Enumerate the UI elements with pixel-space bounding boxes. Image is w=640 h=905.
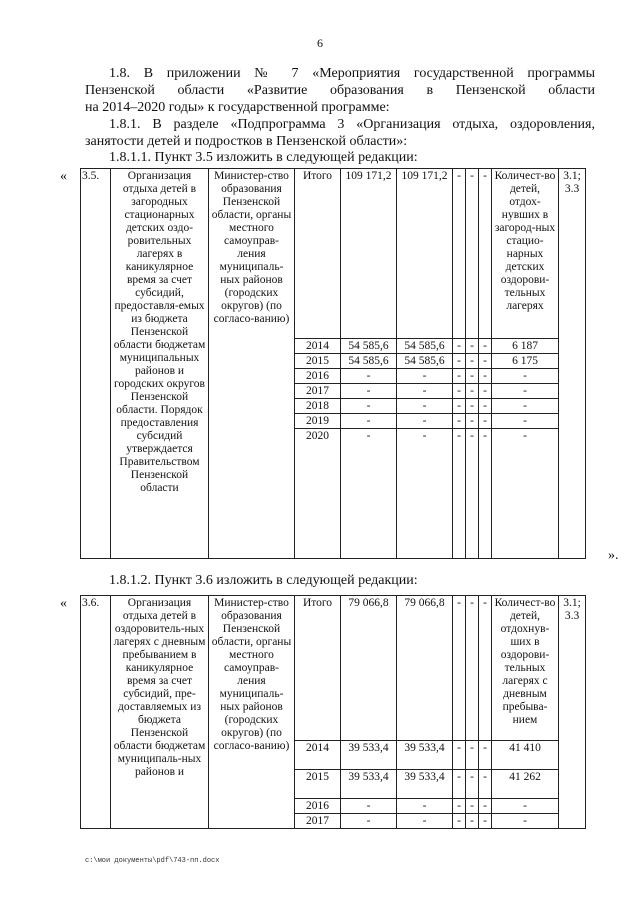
executor: Министер-ство образования Пензенской области, органы местного самоуправ-ления муниципаль-ных районов (городских округов) (по согласо-ванию)	[209, 596, 295, 829]
measures-table-3-6	[80, 595, 586, 829]
year-cell: 2017	[295, 814, 341, 829]
dash-cell: -	[466, 429, 479, 559]
year-cell: 2016	[295, 799, 341, 814]
dash-cell: -	[453, 339, 466, 354]
page-number: 6	[317, 36, 323, 50]
dash-cell: -	[466, 799, 479, 814]
indicator-value: 41 262	[492, 770, 559, 799]
total-cell: -	[341, 429, 397, 559]
total-cell: 39 533,4	[341, 770, 397, 799]
regional-cell: 79 066,8	[397, 596, 453, 741]
indicator-value: -	[492, 414, 559, 429]
indicator-value: -	[492, 814, 559, 829]
point-3-6-heading: 1.8.1.2. Пункт 3.6 изложить в следующей редакции:	[109, 573, 418, 588]
dash-cell: -	[466, 169, 479, 339]
dash-cell: -	[479, 799, 492, 814]
year-cell: 2018	[295, 399, 341, 414]
total-cell: -	[341, 384, 397, 399]
dash-cell: -	[453, 814, 466, 829]
dash-cell: -	[453, 399, 466, 414]
year-cell: 2016	[295, 369, 341, 384]
total-cell: -	[341, 799, 397, 814]
executor: Министер-ство образования Пензенской области, органы местного самоуправ-ления муниципаль-ных районов (городских округов) (по согласо-ванию)	[209, 169, 295, 559]
intro-line-1: 1.8. В приложении № 7 «Мероприятия государственной программы	[109, 66, 595, 81]
dash-cell: -	[466, 354, 479, 369]
total-cell: -	[341, 399, 397, 414]
dash-cell: -	[453, 429, 466, 559]
regional-cell: -	[397, 414, 453, 429]
dash-cell: -	[479, 384, 492, 399]
year-cell: Итого	[295, 596, 341, 741]
indicator-value: 41 410	[492, 741, 559, 770]
regional-cell: -	[397, 369, 453, 384]
dash-cell: -	[453, 741, 466, 770]
regional-cell: -	[397, 384, 453, 399]
row-number: 3.6.	[81, 596, 111, 829]
quote-open-1: «	[60, 169, 67, 184]
intro-line-5: занятости детей и подростков в Пензенской области»:	[85, 134, 408, 149]
intro-line-3: на 2014–2020 годы» к государственной программе:	[85, 100, 390, 115]
indicator-value: -	[492, 399, 559, 414]
dash-cell: -	[466, 369, 479, 384]
dash-cell: -	[453, 414, 466, 429]
dash-cell: -	[453, 169, 466, 339]
indicator-value: 6 175	[492, 354, 559, 369]
intro-line-2: Пензенской области «Развитие образования в Пензенской области	[85, 83, 595, 98]
year-cell: 2014	[295, 741, 341, 770]
regional-cell: -	[397, 399, 453, 414]
regional-cell: 109 171,2	[397, 169, 453, 339]
dash-cell: -	[453, 369, 466, 384]
indicator-value: 6 187	[492, 339, 559, 354]
measure-description: Организация отдыха детей в оздоровитель-ных лагерях с дневным пребыванием в каникулярное время за счет субсидий, пре-доставляемых из бюджета Пензенской области бюджетам муниципаль-ных районов и	[111, 596, 209, 829]
dash-cell: -	[479, 414, 492, 429]
dash-cell: -	[453, 799, 466, 814]
regional-cell: 39 533,4	[397, 741, 453, 770]
year-cell: Итого	[295, 169, 341, 339]
year-cell: 2019	[295, 414, 341, 429]
dash-cell: -	[466, 814, 479, 829]
indicator-value: -	[492, 369, 559, 384]
indicator-name: Количест-во детей, отдохнув-ших в оздорови-тельных лагерях с дневным пребыва-нием	[492, 596, 559, 741]
dash-cell: -	[453, 596, 466, 741]
year-cell: 2015	[295, 354, 341, 369]
dash-cell: -	[479, 354, 492, 369]
dash-cell: -	[466, 399, 479, 414]
regional-cell: -	[397, 814, 453, 829]
dash-cell: -	[466, 770, 479, 799]
quote-close-1: ».	[608, 548, 619, 563]
measure-description: Организация отдыха детей в загородных стационарных детских оздо-ровительных лагерях в каникулярное время за счет субсидий, предоставля-емых из бюджета Пензенской области бюджетам муниципальных районов и городских округов Пензенской области. Порядок предоставления субсидий утверждается Правительством Пензенской области	[111, 169, 209, 559]
dash-cell: -	[466, 384, 479, 399]
dash-cell: -	[466, 339, 479, 354]
indicator-value: -	[492, 384, 559, 399]
intro-line-4: 1.8.1. В разделе «Подпрограмма 3 «Организация отдыха, оздоровления,	[109, 117, 595, 132]
dash-cell: -	[479, 814, 492, 829]
dash-cell: -	[453, 384, 466, 399]
measures-table-3-5	[80, 168, 586, 559]
total-cell: 79 066,8	[341, 596, 397, 741]
regional-cell: -	[397, 429, 453, 559]
dash-cell: -	[479, 399, 492, 414]
dash-cell: -	[453, 770, 466, 799]
regional-cell: -	[397, 799, 453, 814]
file-path-footer: c:\мои документы\pdf\743-пп.docx	[85, 857, 220, 865]
dash-cell: -	[479, 741, 492, 770]
regional-cell: 39 533,4	[397, 770, 453, 799]
dash-cell: -	[479, 770, 492, 799]
indicator-name: Количест-во детей, отдох-нувших в загород-ных стацио-нарных детских оздорови-тельных лагерях	[492, 169, 559, 339]
dash-cell: -	[453, 354, 466, 369]
dash-cell: -	[479, 596, 492, 741]
total-cell: 109 171,2	[341, 169, 397, 339]
dash-cell: -	[466, 414, 479, 429]
target-code: 3.1; 3.3	[559, 169, 586, 559]
dash-cell: -	[479, 429, 492, 559]
dash-cell: -	[479, 169, 492, 339]
total-cell: -	[341, 814, 397, 829]
dash-cell: -	[466, 596, 479, 741]
row-number: 3.5.	[81, 169, 111, 559]
intro-line-6: 1.8.1.1. Пункт 3.5 изложить в следующей редакции:	[109, 150, 418, 165]
regional-cell: 54 585,6	[397, 339, 453, 354]
dash-cell: -	[466, 741, 479, 770]
regional-cell: 54 585,6	[397, 354, 453, 369]
dash-cell: -	[479, 339, 492, 354]
year-cell: 2017	[295, 384, 341, 399]
year-cell: 2014	[295, 339, 341, 354]
total-cell: 54 585,6	[341, 354, 397, 369]
indicator-value: -	[492, 429, 559, 559]
target-code: 3.1; 3.3	[559, 596, 586, 829]
total-cell: -	[341, 414, 397, 429]
year-cell: 2015	[295, 770, 341, 799]
quote-open-2: «	[60, 596, 67, 611]
year-cell: 2020	[295, 429, 341, 559]
total-cell: 39 533,4	[341, 741, 397, 770]
total-cell: 54 585,6	[341, 339, 397, 354]
total-cell: -	[341, 369, 397, 384]
indicator-value: -	[492, 799, 559, 814]
dash-cell: -	[479, 369, 492, 384]
